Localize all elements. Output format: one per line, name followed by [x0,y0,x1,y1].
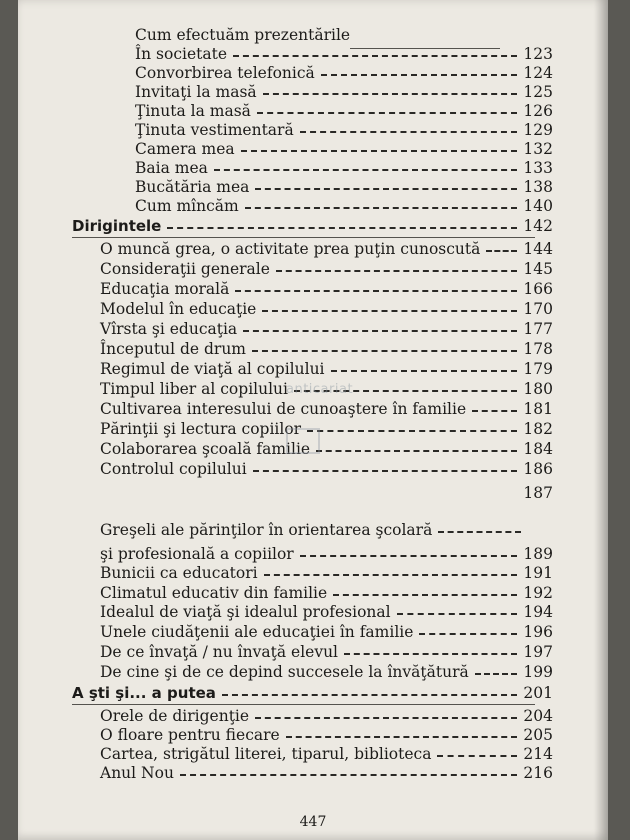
toc-entry-title: Cultivarea interesului de cunoaştere în familie [100,400,467,418]
toc-entry-title: Convorbirea telefonică [135,64,315,82]
section-rule [72,237,535,238]
toc-entry [135,178,553,197]
toc-entry-title: Cartea, strigătul literei, tiparul, biblioteca [100,745,432,763]
leader-dashes [333,588,517,596]
leader-dashes [438,525,521,533]
toc-entry [135,83,553,102]
toc-entry [100,484,553,503]
toc-entry [135,197,553,216]
toc-entry-page: 177 [523,320,553,338]
toc-entry [135,64,553,83]
toc-entry-title: Baia mea [135,159,208,177]
toc-entry-title: De ce învaţă / nu învaţă elevul [100,643,339,661]
toc-entry [100,545,553,564]
toc-entry-page: 166 [523,280,553,298]
toc-entry-page: 182 [523,420,553,438]
toc-entry [100,584,553,603]
toc-section-title: A şti şi... a putea [72,684,216,702]
toc-entry-page: 145 [523,260,553,278]
toc-entry-title: O floare pentru fiecare [100,726,280,744]
page-number: 447 [299,814,327,830]
toc-entry-page: 192 [523,584,553,602]
leader-dashes [300,549,518,557]
toc-entry-page: 133 [523,159,553,177]
toc-entry-title: Educaţia morală [100,280,230,298]
toc-entry-title: Ţinuta vestimentară [135,121,294,139]
toc-entry [100,240,553,259]
leader-dashes [245,201,518,209]
toc-entry-page: 199 [523,663,553,681]
leader-dashes [243,324,517,332]
toc-entry-page: 125 [523,83,553,101]
toc-entry [100,707,553,726]
toc-entry-title: Controlul copilului [100,460,247,478]
leader-dashes [167,221,517,229]
leader-dashes [437,749,517,757]
toc-entry [100,643,553,662]
toc-entry-title: Anul Nou [100,764,174,782]
toc-entry-title: Consideraţii generale [100,260,270,278]
leader-dashes [276,264,517,272]
toc-entry-page: 186 [523,460,553,478]
toc-entry-page: 184 [523,440,553,458]
leader-dashes [233,49,517,57]
toc-entry-title: Invitaţi la masă [135,83,257,101]
section-rule [72,704,535,705]
toc-entry [100,521,553,540]
toc-entry [100,623,553,642]
toc-entry [135,121,553,140]
toc-entry-page: 189 [523,545,553,563]
toc-entry [135,159,553,178]
toc-entry [100,564,553,583]
toc-entry-title: Bunicii ca educatori [100,564,258,582]
toc-entry [100,400,553,419]
toc-entry-title: În societate [135,45,228,63]
toc-entry-page: 170 [523,300,553,318]
toc-entry-page: 187 [523,484,553,502]
leader-dashes [472,404,517,412]
toc-entry-title: Idealul de viaţă şi idealul profesional [100,603,391,621]
leader-dashes [262,304,517,312]
toc-entry [100,300,553,319]
leader-dashes [263,87,518,95]
watermark-text: anticariat [286,382,354,397]
toc-entry-title: Camera mea [135,140,235,158]
leader-dashes [419,627,517,635]
toc-entry-page: 196 [523,623,553,641]
toc-entry-title: Greşeli ale părinţilor în orientarea şcolară [100,521,433,539]
toc-entry-title: Timpul liber al copilului [100,380,288,398]
toc-entry [100,745,553,764]
leader-dashes [344,647,517,655]
toc-entry-title: Regimul de viaţă al copilului [100,360,325,378]
leader-dashes [307,424,517,432]
leader-dashes [475,667,518,675]
toc-entry-title: Părinţii şi lectura copiilor [100,420,302,438]
toc-entry-page: 179 [523,360,553,378]
toc-entry-page: 204 [523,707,553,725]
toc-entry [135,102,553,121]
leader-dashes [331,364,518,372]
watermark-logo-icon [286,428,320,454]
leader-dashes [255,711,517,719]
leader-dashes [252,344,517,352]
toc-section-page: 142 [523,217,553,235]
toc-entry-page: 132 [523,140,553,158]
leader-dashes [180,768,517,776]
leader-dashes [253,464,518,472]
leader-dashes [486,244,517,252]
toc-entry-title: O muncă grea, o activitate prea puţin cunoscută [100,240,481,258]
leader-dashes [235,284,517,292]
toc-section [72,217,553,236]
toc-entry-title: Bucătăria mea [135,178,250,196]
toc-entry [100,726,553,745]
leader-dashes [257,106,517,114]
toc-entry [100,420,553,439]
toc-entry-title: Orele de dirigenţie [100,707,250,725]
leader-dashes [222,688,518,696]
toc-entry-page: 191 [523,564,553,582]
toc-entry [100,440,553,459]
leader-dashes [300,125,518,133]
toc-entry-page: 138 [523,178,553,196]
toc-entry-title: Începutul de drum [100,340,246,358]
leader-dashes [316,444,517,452]
page-shadow-edge [594,0,608,840]
toc-entry [100,764,553,783]
toc-entry-page: 140 [523,197,553,215]
toc-entry [135,45,553,64]
leader-dashes [214,163,518,171]
toc-entry-title: Climatul educativ din familie [100,584,328,602]
toc-entry [100,320,553,339]
toc-entry [100,260,553,279]
toc-entry-title: Cum mîncăm [135,197,239,215]
toc-entry-page: 205 [523,726,553,744]
toc-entry-wrap [135,26,350,45]
toc-entry-page: 144 [523,240,553,258]
toc-section-page: 201 [523,684,553,702]
toc-entry [100,603,553,622]
toc-entry-title: Modelul în educaţie [100,300,257,318]
toc-entry [100,280,553,299]
toc-entry [100,340,553,359]
toc-entry-page: 180 [523,380,553,398]
toc-entry-title: Vîrsta şi educaţia [100,320,238,338]
leader-dashes [241,144,518,152]
toc-entry [100,360,553,379]
toc-entry-page: 197 [523,643,553,661]
toc-entry [100,663,553,682]
toc-entry-page: 214 [523,745,553,763]
toc-entry-title: Ţinuta la masă [135,102,251,120]
toc-entry-title: De cine şi de ce depind succesele la învăţătură [100,663,469,681]
leader-dashes [321,68,518,76]
book-page [18,0,608,840]
leader-dashes [264,568,518,576]
toc-entry-page: 216 [523,764,553,782]
leader-dashes [255,182,517,190]
toc-entry-page: 124 [523,64,553,82]
toc-entry [135,140,553,159]
toc-entry-title: Unele ciudăţenii ale educaţiei în familie [100,623,414,641]
toc-entry-page: 181 [523,400,553,418]
toc-entry-title: şi profesională a copiilor [100,545,294,563]
toc-section-title: Dirigintele [72,217,162,235]
leader-dashes [397,607,518,615]
toc-entry-page: 126 [523,102,553,120]
toc-entry-page: 178 [523,340,553,358]
toc-entry-page: 129 [523,121,553,139]
toc-entry-title: Cum efectuăm prezentările [135,26,351,44]
leader-dashes [286,730,518,738]
toc-section [72,684,553,703]
toc-entry-title: Colaborarea şcoală familie [100,440,311,458]
toc-entry-page: 194 [523,603,553,621]
toc-entry [100,460,553,479]
toc-entry-page: 123 [523,45,553,63]
